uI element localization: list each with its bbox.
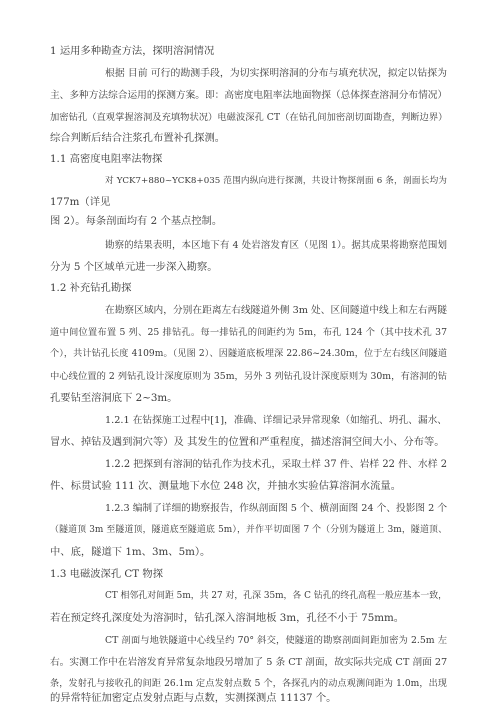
paragraph-line: 右。实测工作中在岩溶发育异常复杂地段另增加了 5 条 CT 剖面，故实际共完成 CT 剖面 27: [50, 657, 448, 668]
paragraph-line: 分为 5 个区域单元进一步深入勘察。: [50, 261, 218, 273]
paragraph-line: 主、多种方法综合运用的探测方案。即：高密度电阻率法地面物探（总体探查溶洞分布情况）: [50, 90, 448, 101]
paragraph-line: （隧道顶 3m 至隧道顶，隧道底至隧道底 5m），并作平切面图 7 个（分别为隧道上 3m，隧道顶、: [50, 525, 447, 535]
section-heading-1-3: 1.3 电磁波深孔 CT 物探: [50, 568, 164, 580]
paragraph-line: 若在预定终孔深度处为溶洞时，钻孔深入溶洞地板 3m，孔径不小于 75mm。: [50, 612, 405, 624]
paragraph-line: 1.2.2 把探到有溶洞的钻孔作为技术孔，采取土样 37 件、岩样 22 件、水样 2: [105, 459, 448, 470]
paragraph-line: 勘察的结果表明，本区地下有 4 处岩溶发育区（见图 1）。据其成果将勘察范围划: [105, 240, 447, 251]
paragraph-line: 根据 目前 可行的勘测手段，为切实探明溶洞的分布与填充状况，拟定以钻探为: [105, 68, 448, 79]
paragraph-line: 在勘察区域内，分别在距离左右线隧道外侧 3m 处、区间隧道中线上和左右两隧: [105, 305, 447, 316]
paragraph-line: 加密钻孔（直观掌握溶洞及充填物状况）电磁波深孔 CT（在钻孔间加密剖切面勘查，判断边界）: [50, 112, 448, 123]
paragraph-line: 个），共计钻孔长度 4109m。（见图 2）、因隧道底板埋深 22.86~24.30m，位于左右线区间隧道: [50, 349, 447, 359]
paragraph-line: 条，发射孔与接收孔的间距 26.1m 定点发射点数 5 个，各探孔内的动点观测间距为 1.0m，出现: [50, 679, 447, 689]
paragraph-line: 冒水、掉钻及遇到洞穴等）及 其发生的位置和严重程度，描述溶洞空间大小、分布等。: [50, 436, 445, 448]
paragraph-line: 1.2.3 编制了详细的勘察报告，作纵剖面图 5 个、横剖面图 24 个、投影图 2 个: [105, 503, 448, 514]
paragraph-line: 综合判断后结合注浆孔布置补孔探测。: [50, 132, 226, 144]
paragraph-line: 177m（详见: [50, 196, 111, 208]
paragraph-line: 图 2）。每条剖面均有 2 个基点控制。: [50, 215, 223, 227]
paragraph-line: 1.2.1 在钻探施工过程中[1]，准确、详细记录异常现象（如缩孔、坍孔、漏水、: [105, 415, 447, 426]
paragraph-line: 道中间位置布置 5 列、25 排钻孔。每一排钻孔的间距约为 5m，布孔 124 个（其中技术孔 37: [50, 327, 447, 338]
section-heading-1: 1 运用多种勘查方法，探明溶洞情况: [50, 45, 215, 57]
paragraph-line: CT 剖面与地铁隧道中心线呈约 70° 斜交，使隧道的勘察剖面间距加密为 2.5m 左: [105, 635, 447, 646]
section-heading-1-2: 1.2 补充钻孔勘探: [50, 282, 132, 294]
paragraph-line: 中、底，隧道下 1m、3m、5m）。: [50, 546, 211, 558]
section-heading-1-1: 1.1 高密度电阻率法物探: [50, 153, 163, 165]
paragraph-line: 件、标贯试验 111 次、测量地下水位 248 次，并抽水实验估算溶洞水流量。: [50, 480, 402, 492]
paragraph-line: 对 YCK7+880~YCK8+035 范围内纵向进行探测，共设计物探剖面 6 条，剖面长均为: [105, 176, 447, 186]
paragraph-line: 的异常特征加密定点发射点距与点数，实测探测点 11137 个。: [50, 692, 337, 704]
paragraph-line: 中心线位置的 2 列钻孔设计深度原则为 35m，另外 3 列钻孔设计深度原则为 30m，有溶洞的钻: [50, 371, 447, 382]
paragraph-line: 孔要钻至溶洞底下 2~3m。: [50, 392, 178, 404]
paragraph-line: CT 相邻孔对间距 5m，共 27 对，孔深 35m，各 C 钻孔的终孔高程一般应基本一致，: [105, 591, 447, 601]
